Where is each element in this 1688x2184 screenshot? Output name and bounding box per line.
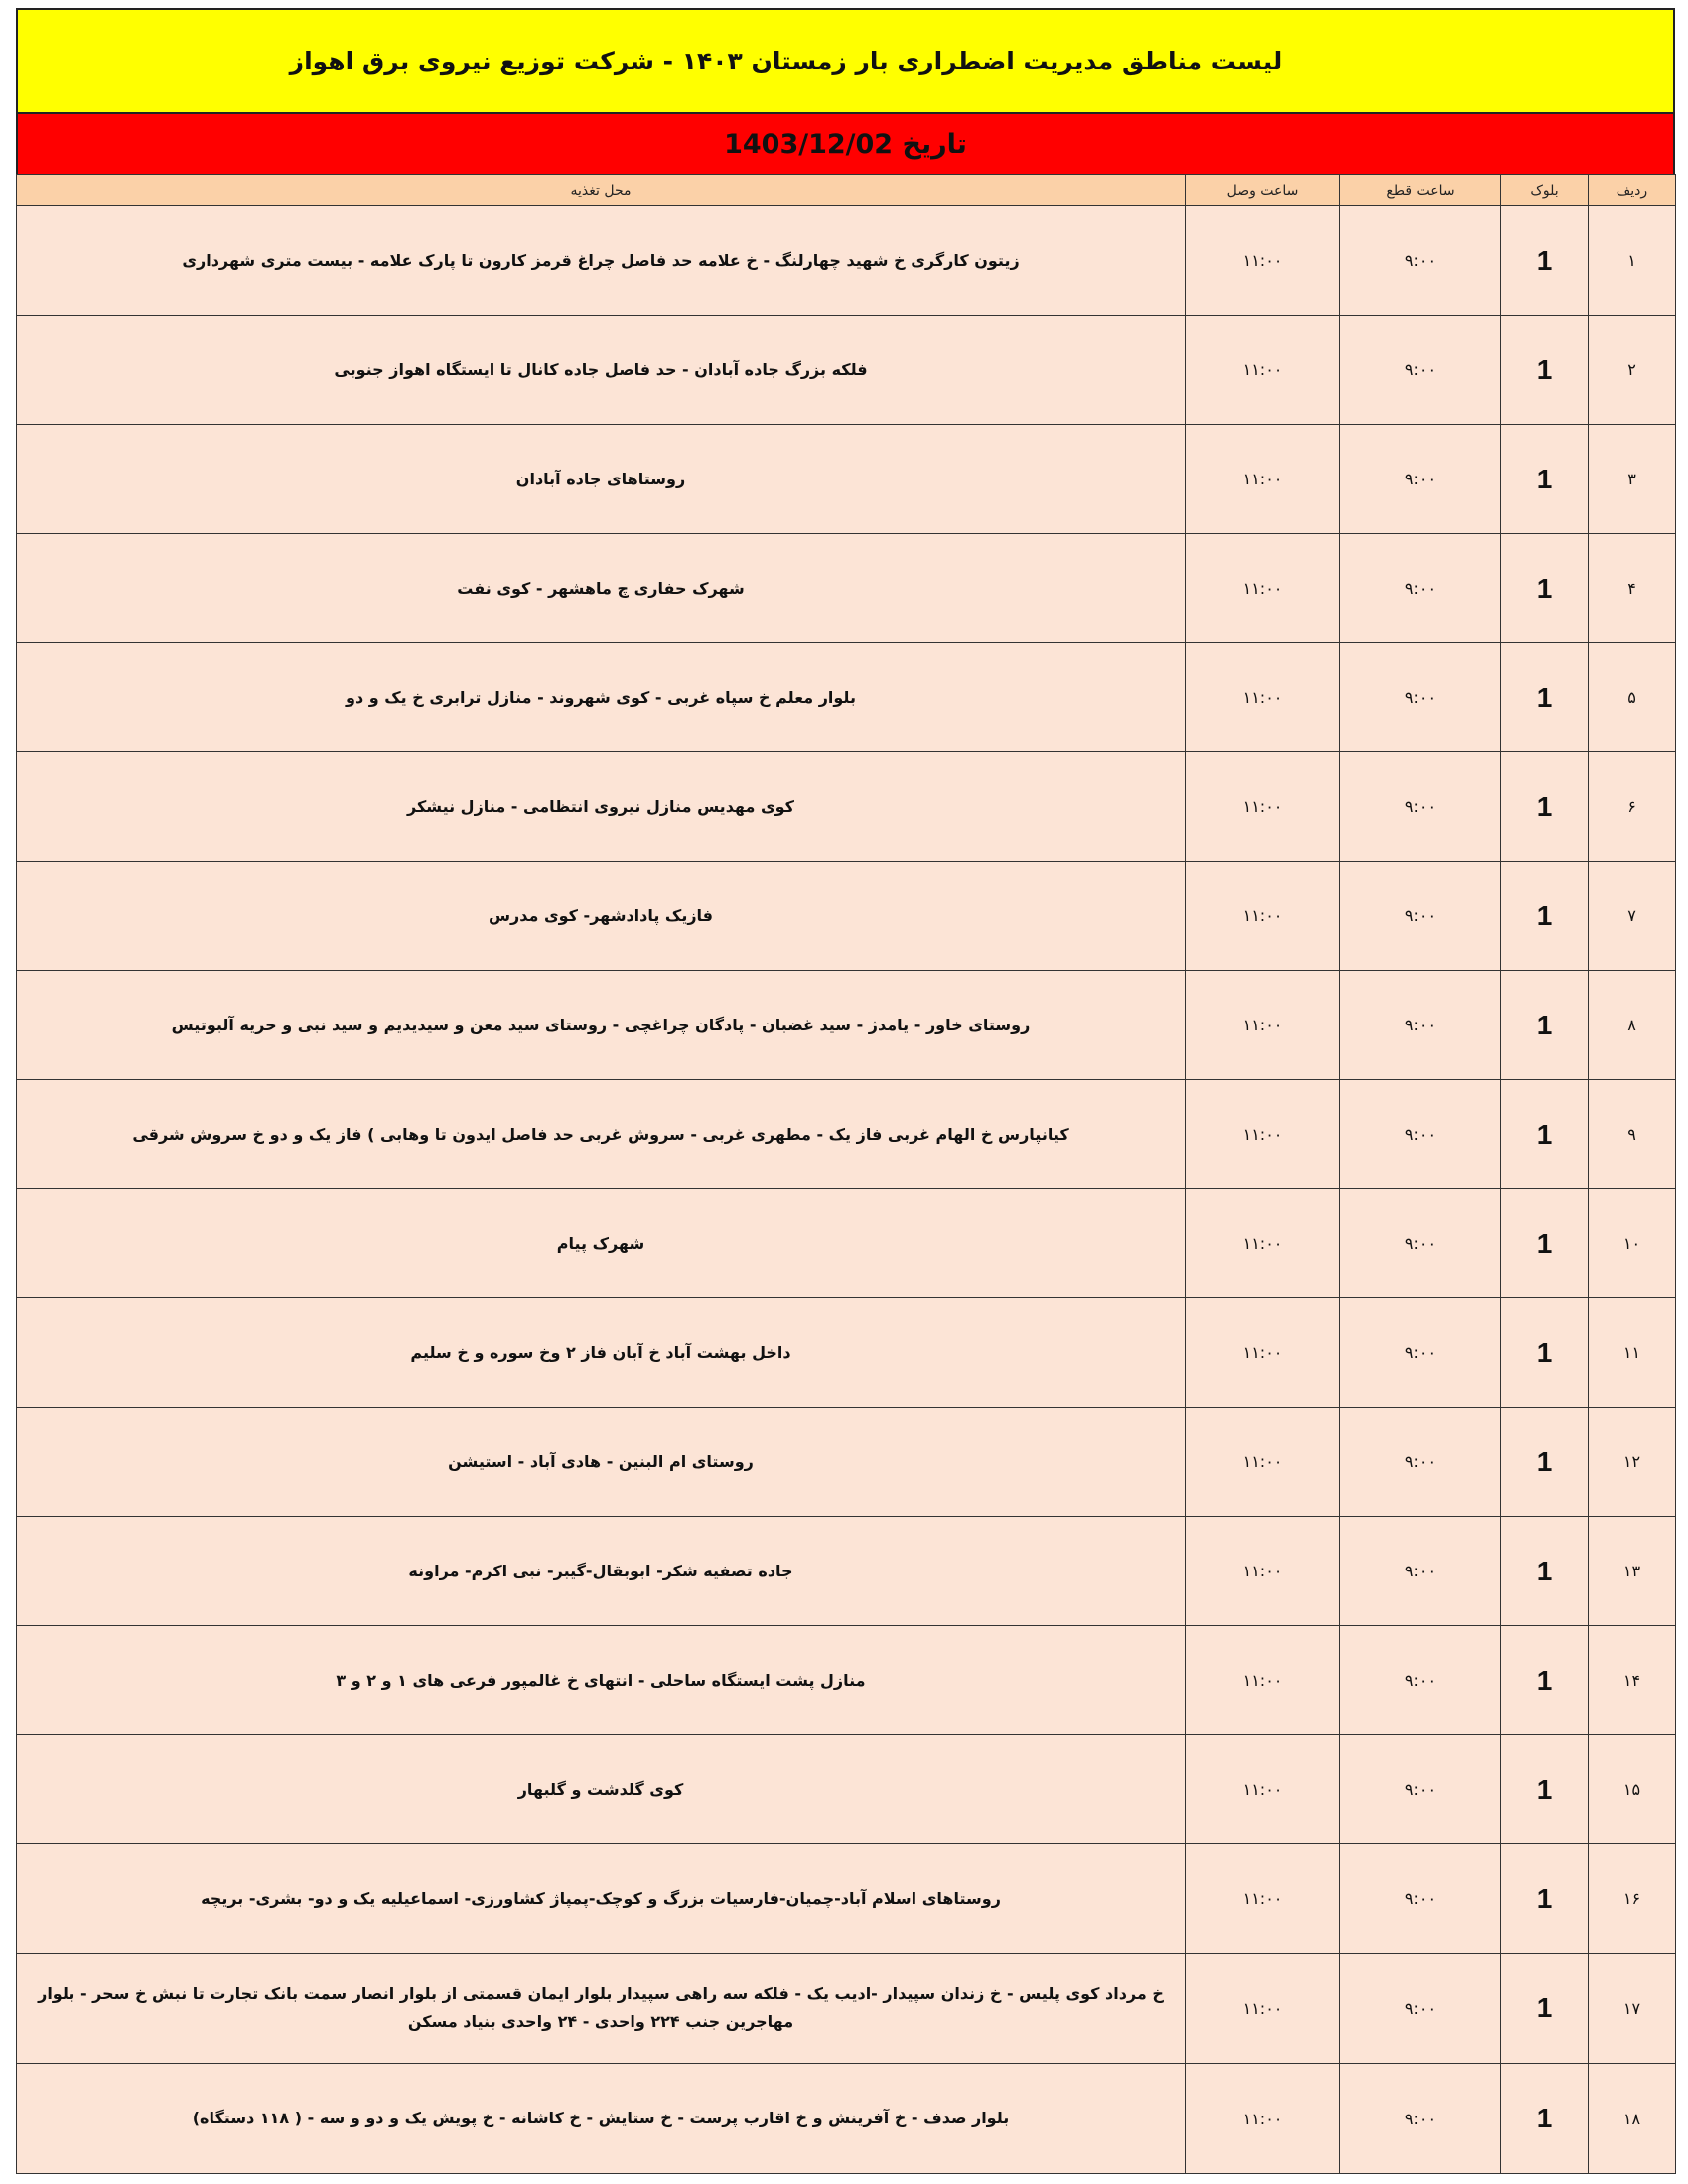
block-cell: 1	[1501, 2064, 1589, 2174]
location-cell: کیانپارس خ الهام غربی فاز یک - مطهری غربی - سروش غربی حد فاصل ایدون تا وهابی ) فاز یک و دو خ سروش شرقی	[17, 1080, 1186, 1189]
connect-time-cell: ۱۱:۰۰	[1186, 1408, 1340, 1517]
cut-time-cell: ۹:۰۰	[1340, 1189, 1501, 1298]
connect-time-cell: ۱۱:۰۰	[1186, 752, 1340, 862]
cut-time-cell: ۹:۰۰	[1340, 425, 1501, 534]
cut-time-cell: ۹:۰۰	[1340, 643, 1501, 752]
col-header-location: محل تغذیه	[17, 175, 1186, 206]
block-cell: 1	[1501, 1954, 1589, 2064]
row-number-cell: ۱۷	[1589, 1954, 1676, 2064]
location-cell: روستای خاور - یامدژ - سید غضبان - پادگان چراغچی - روستای سید معن و سیدیدیم و سید نبی و حریه آلبوتیس	[17, 971, 1186, 1080]
cut-time-cell: ۹:۰۰	[1340, 316, 1501, 425]
row-number-cell: ۱۳	[1589, 1517, 1676, 1626]
location-cell: روستای ام البنین - هادی آباد - استیشن	[17, 1408, 1186, 1517]
block-cell: 1	[1501, 534, 1589, 643]
connect-time-cell: ۱۱:۰۰	[1186, 1735, 1340, 1844]
connect-time-cell: ۱۱:۰۰	[1186, 1954, 1340, 2064]
block-cell: 1	[1501, 1298, 1589, 1408]
table-row	[17, 1298, 1676, 1408]
row-number-cell: ۶	[1589, 752, 1676, 862]
connect-time-cell: ۱۱:۰۰	[1186, 862, 1340, 971]
table-header-row	[17, 175, 1676, 206]
location-cell: جاده تصفیه شکر- ابوبقال-گیبر- نبی اکرم- مراونه	[17, 1517, 1186, 1626]
table-row	[17, 971, 1676, 1080]
block-cell: 1	[1501, 1408, 1589, 1517]
cut-time-cell: ۹:۰۰	[1340, 1408, 1501, 1517]
location-cell: بلوار صدف - خ آفرینش و خ اقارب پرست - خ ستایش - خ کاشانه - خ پویش یک و دو و سه - ( ۱۱۸ دستگاه)	[17, 2064, 1186, 2174]
location-cell: روستاهای جاده آبادان	[17, 425, 1186, 534]
connect-time-cell: ۱۱:۰۰	[1186, 316, 1340, 425]
row-number-cell: ۱۲	[1589, 1408, 1676, 1517]
table-row	[17, 534, 1676, 643]
row-number-cell: ۳	[1589, 425, 1676, 534]
table-row	[17, 862, 1676, 971]
table-row	[17, 1626, 1676, 1735]
row-number-cell: ۱۶	[1589, 1844, 1676, 1954]
location-cell: فازیک پادادشهر- کوی مدرس	[17, 862, 1186, 971]
col-header-row: ردیف	[1589, 175, 1676, 206]
connect-time-cell: ۱۱:۰۰	[1186, 2064, 1340, 2174]
location-cell: شهرک حفاری چ ماهشهر - کوی نفت	[17, 534, 1186, 643]
block-cell: 1	[1501, 1735, 1589, 1844]
block-cell: 1	[1501, 1517, 1589, 1626]
location-cell: فلکه بزرگ جاده آبادان - حد فاصل جاده کانال تا ایستگاه اهواز جنوبی	[17, 316, 1186, 425]
cut-time-cell: ۹:۰۰	[1340, 1626, 1501, 1735]
date-banner	[16, 114, 1675, 174]
row-number-cell: ۱۰	[1589, 1189, 1676, 1298]
row-number-cell: ۱۵	[1589, 1735, 1676, 1844]
connect-time-cell: ۱۱:۰۰	[1186, 206, 1340, 316]
connect-time-cell: ۱۱:۰۰	[1186, 1080, 1340, 1189]
cut-time-cell: ۹:۰۰	[1340, 862, 1501, 971]
location-cell: منازل پشت ایستگاه ساحلی - انتهای خ غالمپور فرعی های ۱ و ۲ و ۳	[17, 1626, 1186, 1735]
table-row	[17, 643, 1676, 752]
block-cell: 1	[1501, 1189, 1589, 1298]
row-number-cell: ۲	[1589, 316, 1676, 425]
table-row	[17, 1189, 1676, 1298]
table-row	[17, 752, 1676, 862]
cut-time-cell: ۹:۰۰	[1340, 206, 1501, 316]
block-cell: 1	[1501, 643, 1589, 752]
block-cell: 1	[1501, 752, 1589, 862]
col-header-block: بلوک	[1501, 175, 1589, 206]
cut-time-cell: ۹:۰۰	[1340, 1735, 1501, 1844]
location-cell: داخل بهشت آباد خ آبان فاز ۲ وخ سوره و خ سلیم	[17, 1298, 1186, 1408]
table-row	[17, 316, 1676, 425]
table-body	[17, 206, 1676, 2174]
location-cell: بلوار معلم خ سپاه غربی - کوی شهروند - منازل ترابری خ یک و دو	[17, 643, 1186, 752]
table-row	[17, 1735, 1676, 1844]
row-number-cell: ۱	[1589, 206, 1676, 316]
table-row	[17, 425, 1676, 534]
row-number-cell: ۱۸	[1589, 2064, 1676, 2174]
connect-time-cell: ۱۱:۰۰	[1186, 425, 1340, 534]
table-row	[17, 1080, 1676, 1189]
cut-time-cell: ۹:۰۰	[1340, 534, 1501, 643]
table-row	[17, 1954, 1676, 2064]
cut-time-cell: ۹:۰۰	[1340, 1954, 1501, 2064]
row-number-cell: ۵	[1589, 643, 1676, 752]
block-cell: 1	[1501, 1080, 1589, 1189]
cut-time-cell: ۹:۰۰	[1340, 1517, 1501, 1626]
block-cell: 1	[1501, 1626, 1589, 1735]
table-row	[17, 206, 1676, 316]
table-row	[17, 1517, 1676, 1626]
location-cell: شهرک پیام	[17, 1189, 1186, 1298]
row-number-cell: ۱۱	[1589, 1298, 1676, 1408]
col-header-cut-time: ساعت قطع	[1340, 175, 1501, 206]
table-row	[17, 1844, 1676, 1954]
block-cell: 1	[1501, 1844, 1589, 1954]
location-cell: زیتون کارگری خ شهید چهارلنگ - خ علامه حد فاصل چراغ قرمز کارون تا پارک علامه - بیست متری شهرداری	[17, 206, 1186, 316]
location-cell: کوی گلدشت و گلبهار	[17, 1735, 1186, 1844]
block-cell: 1	[1501, 971, 1589, 1080]
table-row	[17, 2064, 1676, 2174]
title-banner	[16, 8, 1675, 114]
connect-time-cell: ۱۱:۰۰	[1186, 971, 1340, 1080]
connect-time-cell: ۱۱:۰۰	[1186, 643, 1340, 752]
cut-time-cell: ۹:۰۰	[1340, 1844, 1501, 1954]
block-cell: 1	[1501, 316, 1589, 425]
table-row	[17, 1408, 1676, 1517]
location-cell: کوی مهدیس منازل نیروی انتظامی - منازل نیشکر	[17, 752, 1186, 862]
connect-time-cell: ۱۱:۰۰	[1186, 534, 1340, 643]
row-number-cell: ۷	[1589, 862, 1676, 971]
block-cell: 1	[1501, 425, 1589, 534]
schedule-sheet	[16, 8, 1675, 2174]
cut-time-cell: ۹:۰۰	[1340, 1298, 1501, 1408]
block-cell: 1	[1501, 862, 1589, 971]
cut-time-cell: ۹:۰۰	[1340, 971, 1501, 1080]
row-number-cell: ۴	[1589, 534, 1676, 643]
connect-time-cell: ۱۱:۰۰	[1186, 1844, 1340, 1954]
outage-table	[16, 174, 1676, 2174]
connect-time-cell: ۱۱:۰۰	[1186, 1517, 1340, 1626]
row-number-cell: ۸	[1589, 971, 1676, 1080]
row-number-cell: ۹	[1589, 1080, 1676, 1189]
connect-time-cell: ۱۱:۰۰	[1186, 1626, 1340, 1735]
location-cell: خ مرداد کوی پلیس - خ زندان سپیدار -ادیب یک - فلکه سه راهی سپیدار بلوار ایمان قسمتی از بلوار انصار سمت بانک تجارت تا نبش خ سحر - بلوار مهاجرین جنب ۲۲۴ واحدی - ۲۴ واحدی بنیاد مسکن	[17, 1954, 1186, 2064]
col-header-connect-time: ساعت وصل	[1186, 175, 1340, 206]
cut-time-cell: ۹:۰۰	[1340, 1080, 1501, 1189]
connect-time-cell: ۱۱:۰۰	[1186, 1189, 1340, 1298]
date-label: تاریخ 1403/12/02	[724, 128, 967, 160]
row-number-cell: ۱۴	[1589, 1626, 1676, 1735]
location-cell: روستاهای اسلام آباد-چمیان-فارسیات بزرگ و کوچک-پمپاژ کشاورزی- اسماعیلیه یک و دو- بشری- بریچه	[17, 1844, 1186, 1954]
cut-time-cell: ۹:۰۰	[1340, 752, 1501, 862]
block-cell: 1	[1501, 206, 1589, 316]
cut-time-cell: ۹:۰۰	[1340, 2064, 1501, 2174]
page-title: لیست مناطق مدیریت اضطراری بار زمستان ۱۴۰۳ - شرکت توزیع نیروی برق اهواز	[289, 47, 1283, 75]
connect-time-cell: ۱۱:۰۰	[1186, 1298, 1340, 1408]
